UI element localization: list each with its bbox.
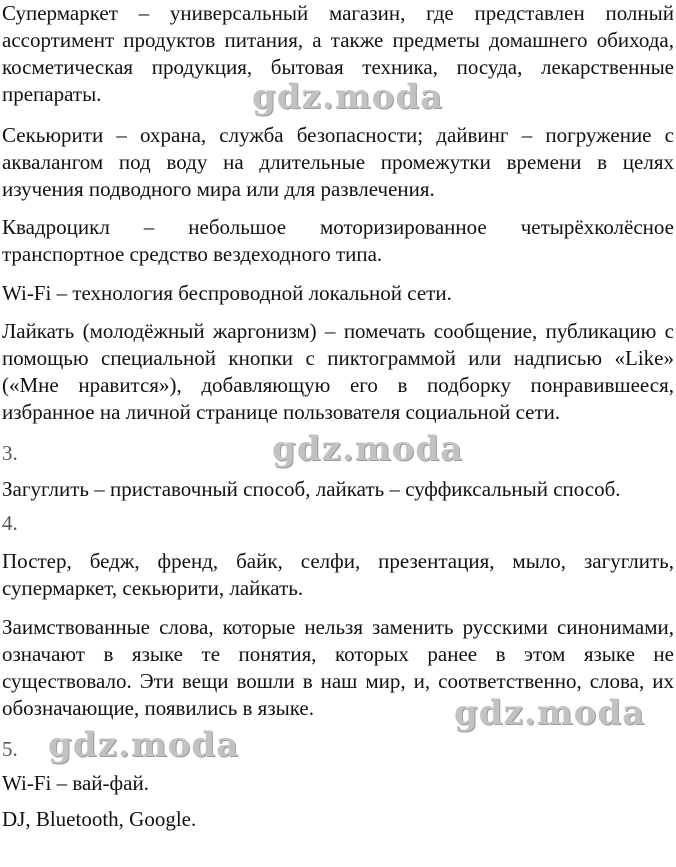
paragraph-like: Лайкать (молодёжный жаргонизм) – помечать сообщение, публикацию с помощью специальной кнопки с пиктограммой или надписью «Like» («Мне нравится»), добавляющую его в подборку понравившееся, избранное на личной странице пользователя социальной сети.: [2, 319, 674, 424]
section-number-5: 5.: [2, 737, 18, 761]
section-number-4: 4.: [2, 511, 18, 535]
paragraph-foreign-words: DJ, Bluetooth, Google.: [2, 807, 197, 831]
paragraph-borrowed-words: Заимствованные слова, которые нельзя заменить русскими синонимами, означают в языке те понятия, которых ранее в этом языке не существовало. Эти вещи вошли в наш мир, и, соответственно, слова, их обозначающие, появились в языке.: [2, 615, 674, 720]
paragraph-security-diving: Секьюрити – охрана, служба безопасности; дайвинг – погружение с аквалангом под воду на длительные промежутки времени в целях изучения подводного мира или для развлечения.: [2, 123, 674, 201]
paragraph-supermarket: Супермаркет – универсальный магазин, где представлен полный ассортимент продуктов питания, а также предметы домашнего обихода, косметическая продукция, бытовая техника, посуда, лекарственные препараты.: [2, 1, 674, 106]
watermark-logo: gdz.moda: [48, 725, 240, 765]
watermark-logo: gdz.moda: [454, 693, 646, 733]
paragraph-word-formation: Загуглить – приставочный способ, лайкать – суффиксальный способ.: [2, 477, 621, 501]
paragraph-word-list: Постер, бедж, френд, байк, селфи, презентация, мыло, загуглить, супермаркет, секьюрити, лайкать.: [2, 549, 674, 600]
section-number-3: 3.: [2, 441, 18, 465]
paragraph-wifi: Wi-Fi – технология беспроводной локальной сети.: [2, 281, 452, 305]
watermark-logo: gdz.moda: [272, 429, 464, 469]
paragraph-wifi-transcription: Wi-Fi – вай-фай.: [2, 771, 149, 795]
paragraph-quad-bike: Квадроцикл – небольшое моторизированное четырёхколёсное транспортное средство вездеходного типа.: [2, 215, 674, 266]
watermark-logo: gdz.moda: [252, 77, 444, 117]
